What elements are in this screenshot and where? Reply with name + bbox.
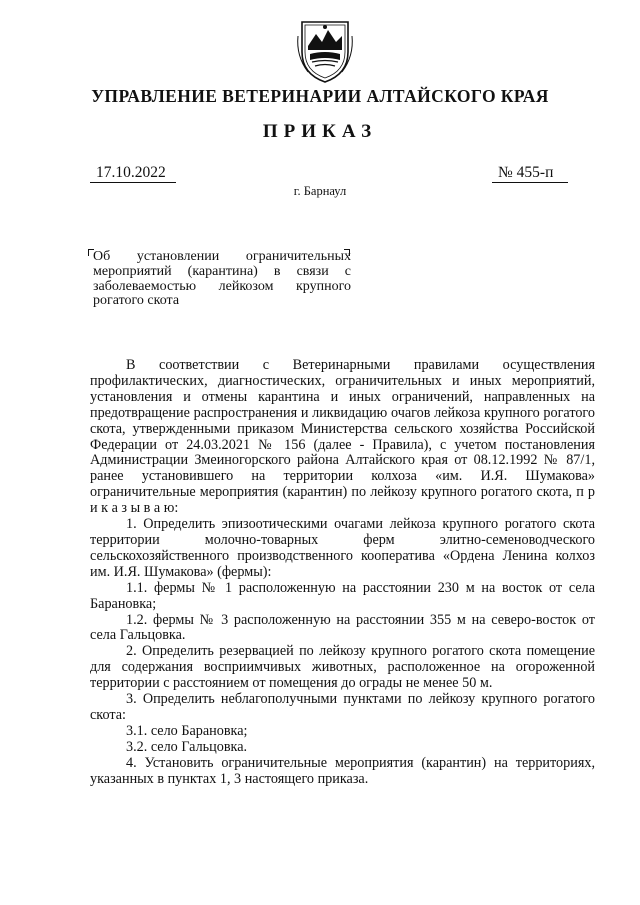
order-date: 17.10.2022 [90,164,176,183]
clause-1: 1. Определить эпизоотическими очагами лейкоза крупного рогатого скота территории молочно-товарных ферм элитно-семеноводческого сельскохозяйственного производственного кооператива «Ордена Ленина колхоз им. И.Я. Шумакова» (фермы): [90,516,595,580]
clause-2: 2. Определить резервацией по лейкозу крупного рогатого скота помещение для содержания восприимчивых животных, расположенное на огороженной территории с расстоянием от помещения до ограды не менее 50 м. [90,643,595,692]
clause-1-1: 1.1. фермы № 1 расположенную на расстоянии 230 м на восток от села Барановка; [90,579,595,612]
preamble-paragraph: В соответствии с Ветеринарными правилами осуществления профилактических, диагностических, ограничительных и иных мероприятий, установления и отмены карантина и иных ограничений, направленных на предотвращение распространения и ликвидацию очагов лейкоза крупного рогатого скота, утвержденными приказом Министерства сельского хозяйства Российской Федерации от 24.03.2021 № 156 (далее - Правила), с учетом постановления Администрации Змеиногорского района Алтайского края от 08.12.1992 № 87/1, ранее установившего на территории колхоза «им. И.Я. Шумакова» ограничительные мероприятия (карантин) по лейкозу крупного рогатого скота, п р и к а з ы в а ю: [90,357,595,517]
order-number: № 455-п [492,164,568,183]
order-body [90,358,595,787]
issue-city: г. Барнаул [293,184,347,198]
clause-3: 3. Определить неблагополучными пунктами по лейкозу крупного рогатого скота: [90,691,595,723]
clause-4: 4. Установить ограничительные мероприятия (карантин) на территориях, указанных в пунктах 1, 3 настоящего приказа. [90,754,595,787]
document-type-title: ПРИКАЗ [262,121,378,142]
clause-1-2: 1.2. фермы № 3 расположенную на расстоянии 355 м на северо-восток от села Гальцовка. [90,611,595,644]
clause-3-2: 3.2. село Гальцовка. [126,738,248,755]
clause-3-1: 3.1. село Барановка; [126,722,248,739]
organization-name: УПРАВЛЕНИЕ ВЕТЕРИНАРИИ АЛТАЙСКОГО КРАЯ [91,86,549,106]
order-subject: Об установлении ограничительных мероприятий (карантина) в связи с заболеваемостью лейкозом крупного рогатого скота [93,249,351,309]
coat-of-arms-icon [294,16,356,84]
